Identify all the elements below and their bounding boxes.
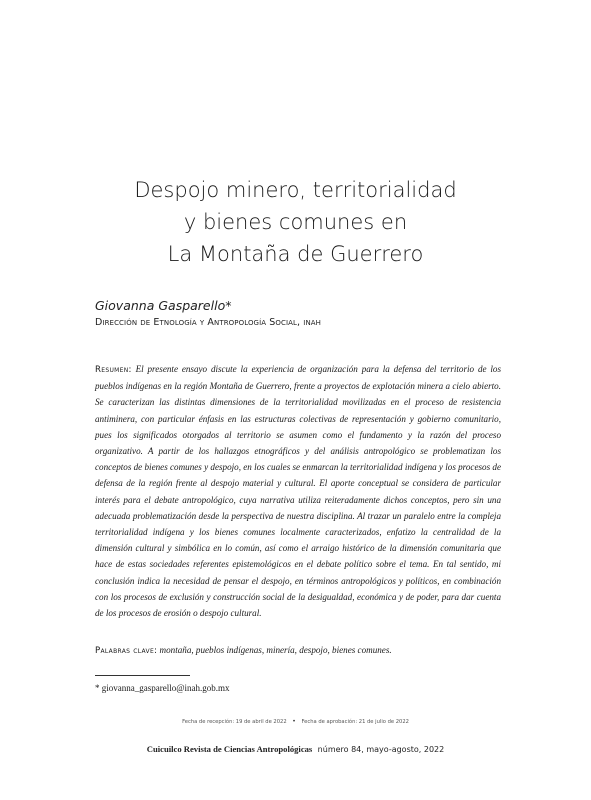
abstract-text: El presente ensayo discute la experiencia de organización para la defensa del territorio de los pueblos indígenas en la región Montaña de Guerrero, frente a proyectos de explotación minera a cielo abierto. Se caracterizan las distintas dimensiones de la territorialidad movilizadas en el proceso de resistencia antiminera, con particular énfasis en las estructuras colectivas de representación y gobierno comunitario, pues los significados otorgados al territorio se asumen como el fundamento y la razón del proceso organizativo. A partir de los hallazgos etnográficos y del análisis antropológico se problematizan los conceptos de bienes comunes y despojo, en los cuales se enmarcan la territorialidad indígena y los procesos de defensa de la región frente al despojo material y cultural. El aporte conceptual se considera de particular interés para el debate antropológico, cuya narrativa utiliza reiteradamente dichos conceptos, pero sin una adecuada problematización desde la perspectiva de nuestra disciplina. Al trazar un paralelo entre la compleja territorialidad indígena y los bienes comunes localmente caracterizados, enfatizo la centralidad de la dimensión cultural y simbólica en lo común, así como el arraigo histórico de la dimensión comunitaria que hace de estas sociedades referentes epistemológicos en el debate político sobre el tema. En tal sentido, mi conclusión indica la necesidad de pensar el despojo, en términos antropológicos y políticos, en combinación con los procesos de exclusión y construcción social de la desigualdad, económica y de poder, para dar cuenta de los procesos de erosión o despojo cultural. xyxy=(95,364,501,619)
title-line: Despojo minero, territorialidad xyxy=(134,178,457,203)
title-line: y bienes comunes en xyxy=(183,210,408,235)
author-name: Giovanna Gasparello* xyxy=(95,298,232,313)
article-title xyxy=(60,174,531,270)
date-approved: Fecha de aprobación: 21 de julio de 2022 xyxy=(301,719,409,725)
journal-footer xyxy=(0,744,591,754)
date-separator: • xyxy=(292,718,296,725)
abstract xyxy=(95,361,501,621)
date-received: Fecha de recepción: 19 de abril de 2022 xyxy=(182,719,287,725)
journal-name: Cuicuilco Revista de Ciencias Antropológicas xyxy=(146,744,313,754)
journal-issue: número 84, mayo-agosto, 2022 xyxy=(317,745,445,754)
footnote-divider xyxy=(95,675,190,676)
abstract-label: Resumen: xyxy=(95,365,132,375)
author-affiliation: Dirección de Etnología y Antropología Social, inah xyxy=(95,317,322,328)
keywords-text: montaña, pueblos indígenas, minería, despojo, bienes comunes. xyxy=(159,645,392,655)
title-line: La Montaña de Guerrero xyxy=(167,242,424,267)
keywords xyxy=(95,645,501,656)
keywords-label: Palabras clave: xyxy=(95,646,158,656)
footnote-email: * giovanna_gasparello@inah.gob.mx xyxy=(95,683,230,693)
publication-dates xyxy=(0,718,591,725)
